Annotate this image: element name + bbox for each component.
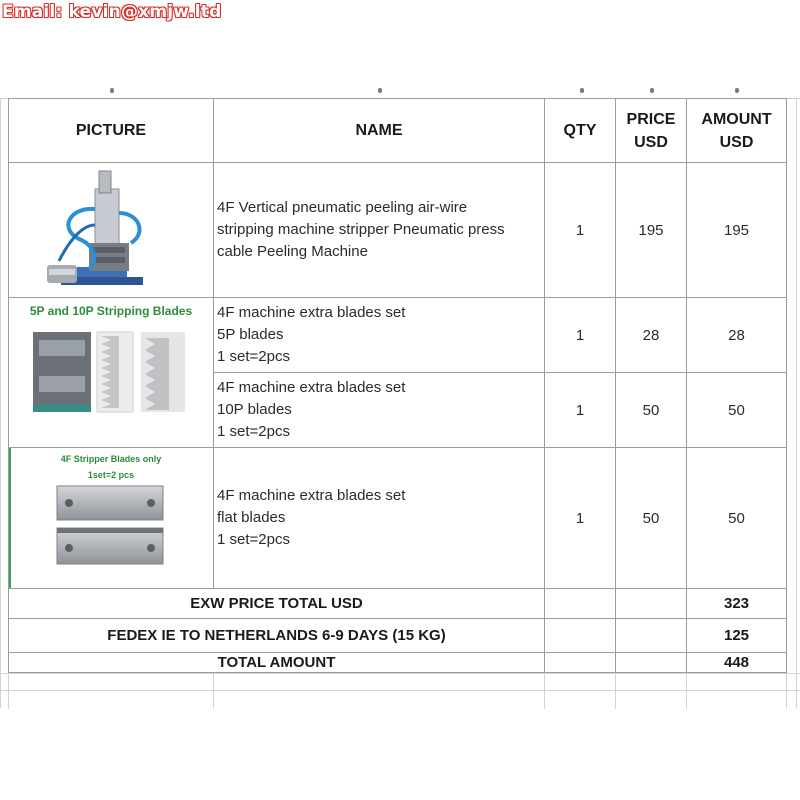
table-row — [9, 298, 787, 373]
header-price-line1: PRICE — [626, 110, 676, 128]
empty-grid-rows — [8, 673, 786, 709]
item-name-cell — [214, 373, 545, 448]
picture-cell-flat-blades — [9, 448, 214, 589]
header-price — [616, 99, 687, 163]
picture-cell-blades — [9, 298, 214, 448]
header-row — [9, 99, 787, 163]
header-qty: QTY — [545, 99, 616, 163]
item-name-line: 4F machine extra blades set — [217, 487, 406, 504]
empty-cell — [545, 619, 616, 653]
total-amount-label: TOTAL AMOUNT — [9, 653, 545, 673]
empty-cell — [545, 653, 616, 673]
grid-line — [796, 98, 797, 708]
quotation-sheet — [8, 98, 786, 673]
table-row — [9, 448, 787, 589]
summary-row-exw — [9, 589, 787, 619]
price-cell: 50 — [616, 373, 687, 448]
exw-total-amount: 323 — [687, 589, 787, 619]
item-name-line: 1 set=2pcs — [217, 348, 290, 365]
grid-line — [0, 98, 1, 708]
price-cell: 50 — [616, 448, 687, 589]
header-amount-line1: AMOUNT — [701, 110, 772, 128]
empty-cell — [616, 619, 687, 653]
item-name-line: 4F machine extra blades set — [217, 379, 406, 396]
amount-cell: 195 — [687, 163, 787, 298]
flat-blades-image — [55, 484, 165, 568]
exw-total-label: EXW PRICE TOTAL USD — [9, 589, 545, 619]
item-name-cell — [214, 163, 545, 298]
header-name: NAME — [214, 99, 545, 163]
summary-row-total — [9, 653, 787, 673]
flat-blades-subcaption: 1set=2 pcs — [87, 470, 135, 480]
item-name-line: 5P blades — [217, 326, 284, 343]
item-name-line: 4F machine extra blades set — [217, 304, 406, 321]
header-amount-line2: USD — [719, 133, 754, 151]
qty-cell: 1 — [545, 298, 616, 373]
picture-cell-machine — [9, 163, 214, 298]
qty-cell: 1 — [545, 373, 616, 448]
item-name-cell — [214, 448, 545, 589]
item-name-line: stripping machine stripper Pneumatic press — [217, 221, 505, 238]
flat-blades-caption: 4F Stripper Blades only — [60, 454, 162, 464]
amount-cell: 50 — [687, 448, 787, 589]
stripping-machine-image — [39, 169, 169, 294]
email-banner: Email: kevin@xmjw.ltd — [2, 2, 222, 22]
item-name-line: 1 set=2pcs — [217, 423, 290, 440]
shipping-amount: 125 — [687, 619, 787, 653]
item-name-line: 10P blades — [217, 401, 292, 418]
price-cell: 28 — [616, 298, 687, 373]
empty-cell — [545, 589, 616, 619]
qty-cell: 1 — [545, 163, 616, 298]
stripping-blades-image — [29, 326, 189, 416]
amount-cell: 50 — [687, 373, 787, 448]
amount-cell: 28 — [687, 298, 787, 373]
table-row — [9, 163, 787, 298]
summary-row-shipping — [9, 619, 787, 653]
item-name-line: cable Peeling Machine — [217, 243, 368, 260]
shipping-label: FEDEX IE TO NETHERLANDS 6-9 DAYS (15 KG) — [9, 619, 545, 653]
empty-cell — [616, 653, 687, 673]
blades-caption: 5P and 10P Stripping Blades — [29, 304, 193, 318]
header-price-line2: USD — [634, 133, 668, 151]
item-name-line: flat blades — [217, 509, 286, 526]
item-name-line: 4F Vertical pneumatic peeling air-wire — [217, 199, 468, 216]
quotation-table — [8, 98, 787, 673]
price-cell: 195 — [616, 163, 687, 298]
total-amount-value: 448 — [687, 653, 787, 673]
item-name-cell — [214, 298, 545, 373]
item-name-line: 1 set=2pcs — [217, 531, 290, 548]
header-picture: PICTURE — [9, 99, 214, 163]
cutoff-row — [0, 84, 800, 99]
empty-cell — [616, 589, 687, 619]
header-amount — [687, 99, 787, 163]
qty-cell: 1 — [545, 448, 616, 589]
